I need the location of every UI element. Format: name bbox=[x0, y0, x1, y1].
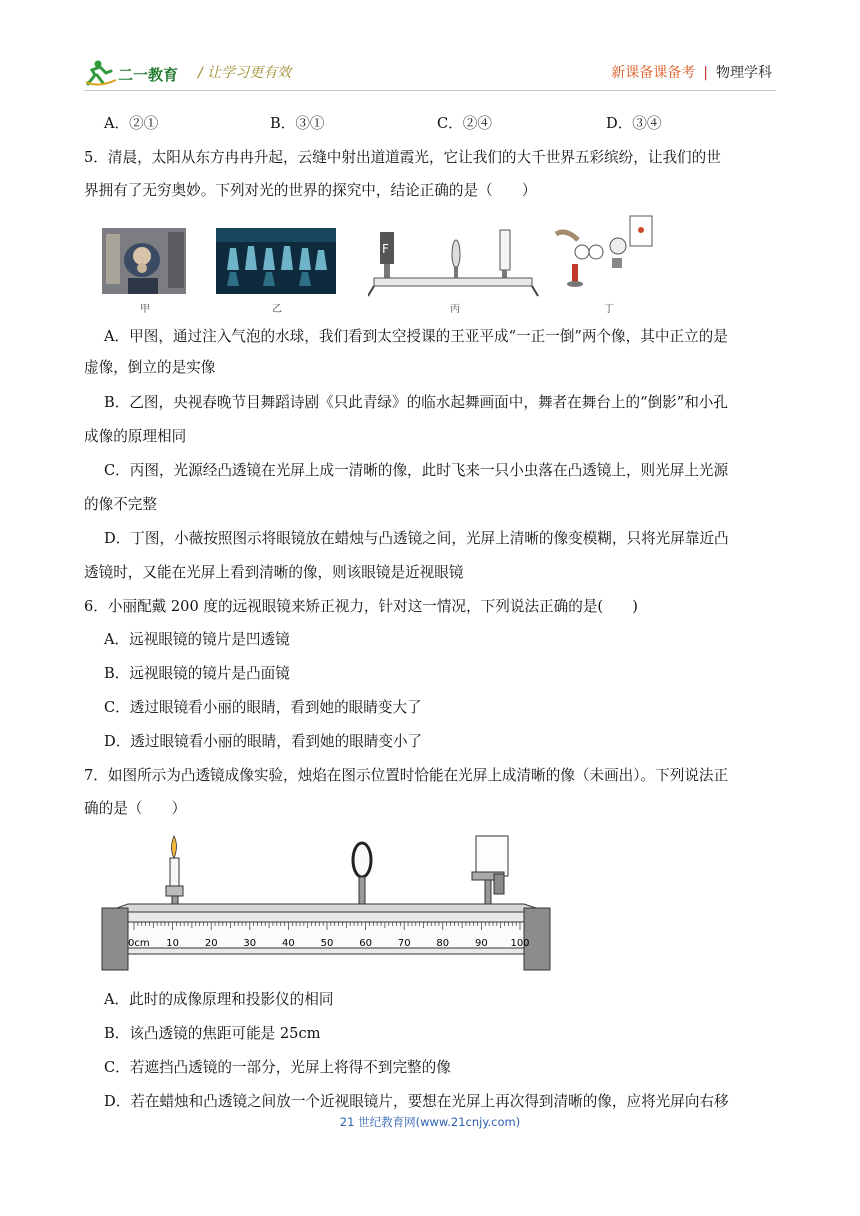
q5-option-d-line2: 透镜时，又能在光屏上看到清晰的像，则该眼镜是近视眼镜 bbox=[84, 564, 464, 581]
q6-option-a: A．远视眼镜的镜片是凹透镜 bbox=[104, 631, 290, 648]
bench-label-10: 100 bbox=[510, 938, 530, 949]
q4-option-c: C．②④ bbox=[437, 115, 492, 132]
q6-option-d: D．透过眼镜看小丽的眼睛，看到她的眼睛变小了 bbox=[104, 733, 423, 750]
bench-label-4: 40 bbox=[282, 938, 295, 949]
figure-jia-photo bbox=[102, 228, 186, 294]
bench-label-0: 0cm bbox=[128, 938, 150, 949]
q5-option-b-line2: 成像的原理相同 bbox=[84, 428, 187, 445]
bench-label-9: 90 bbox=[475, 938, 488, 949]
bench-label-1: 10 bbox=[166, 938, 179, 949]
q6-option-c: C．透过眼镜看小丽的眼睛，看到她的眼睛变大了 bbox=[104, 699, 422, 716]
footer-site: 21 世纪教育网(www.21cnjy.com) bbox=[339, 1115, 521, 1129]
q7-stem-line1: 7．如图所示为凸透镜成像实验，烛焰在图示位置时恰能在光屏上成清晰的像（未画出）。下列说法正 bbox=[84, 767, 729, 784]
q5-stem-line1: 5．清晨，太阳从东方冉冉升起，云缝中射出道道霞光，它让我们的大千世界五彩缤纷，让我们的世 bbox=[84, 149, 721, 166]
bench-label-5: 50 bbox=[320, 938, 334, 949]
q7-option-d: D．若在蜡烛和凸透镜之间放一个近视眼镜片，要想在光屏上再次得到清晰的像，应将光屏向右移 bbox=[104, 1093, 729, 1110]
q6-option-b: B．远视眼镜的镜片是凸面镜 bbox=[104, 665, 290, 682]
q4-option-a: A．②① bbox=[104, 115, 159, 132]
header-separator: | bbox=[703, 65, 708, 81]
bench-label-6: 60 bbox=[359, 938, 372, 949]
header-subject-label: 物理学科 bbox=[716, 65, 772, 81]
q4-option-d: D．③④ bbox=[606, 115, 662, 132]
bench-label-3: 30 bbox=[243, 938, 257, 949]
bench-label-7: 70 bbox=[397, 938, 411, 949]
header-slogan: / 让学习更有效 bbox=[198, 65, 292, 81]
q7-stem-line2: 确的是（ ） bbox=[84, 800, 187, 817]
logo-text: 二一教育 bbox=[118, 66, 179, 84]
q5-option-b-line1: B．乙图，央视春晚节目舞蹈诗剧《只此青绿》的临水起舞画面中，舞者在舞台上的“倒影”和小孔 bbox=[104, 394, 728, 411]
q7-option-b: B．该凸透镜的焦距可能是 25cm bbox=[104, 1025, 321, 1042]
q6-stem: 6．小丽配戴 200 度的远视眼镜来矫正视力，针对这一情况，下列说法正确的是( ) bbox=[84, 598, 638, 615]
figure-yi-photo bbox=[216, 228, 336, 294]
bench-label-2: 20 bbox=[204, 938, 218, 949]
header-course: 新课备课备考 bbox=[611, 65, 696, 81]
figure-ding-experiment bbox=[546, 212, 658, 296]
q7-option-a: A．此时的成像原理和投影仪的相同 bbox=[104, 991, 334, 1008]
header-subject bbox=[611, 62, 772, 82]
caption-jia: 甲 bbox=[140, 304, 150, 315]
caption-yi: 乙 bbox=[272, 304, 282, 315]
q5-option-d-line1: D．丁图，小薇按照图示将眼镜放在蜡烛与凸透镜之间，光屏上清晰的像变模糊，只将光屏靠近凸 bbox=[104, 530, 729, 547]
bench-label-8: 80 bbox=[436, 938, 450, 949]
figure-bing-screen-letter: F bbox=[382, 242, 389, 256]
caption-ding: 丁 bbox=[604, 304, 614, 315]
figure-bing-optical-bench bbox=[368, 222, 540, 298]
q5-option-a-line1: A．甲图，通过注入气泡的水球，我们看到太空授课的王亚平成“一正一倒”两个像，其中正立的是 bbox=[104, 328, 728, 345]
q5-option-c-line1: C．丙图，光源经凸透镜在光屏上成一清晰的像，此时飞来一只小虫落在凸透镜上，则光屏上光源 bbox=[104, 462, 729, 479]
header-divider bbox=[84, 90, 776, 91]
q5-option-c-line2: 的像不完整 bbox=[84, 496, 157, 513]
brand-logo bbox=[84, 58, 190, 88]
caption-bing: 丙 bbox=[450, 304, 460, 315]
q5-stem-line2: 界拥有了无穷奥妙。下列对光的世界的探究中，结论正确的是（ ） bbox=[84, 182, 537, 199]
q7-option-c: C．若遮挡凸透镜的一部分，光屏上将得不到完整的像 bbox=[104, 1059, 451, 1076]
q7-optical-bench-figure bbox=[100, 832, 552, 976]
q4-option-b: B．③① bbox=[270, 115, 325, 132]
q5-option-a-line2: 虚像，倒立的是实像 bbox=[84, 359, 216, 376]
